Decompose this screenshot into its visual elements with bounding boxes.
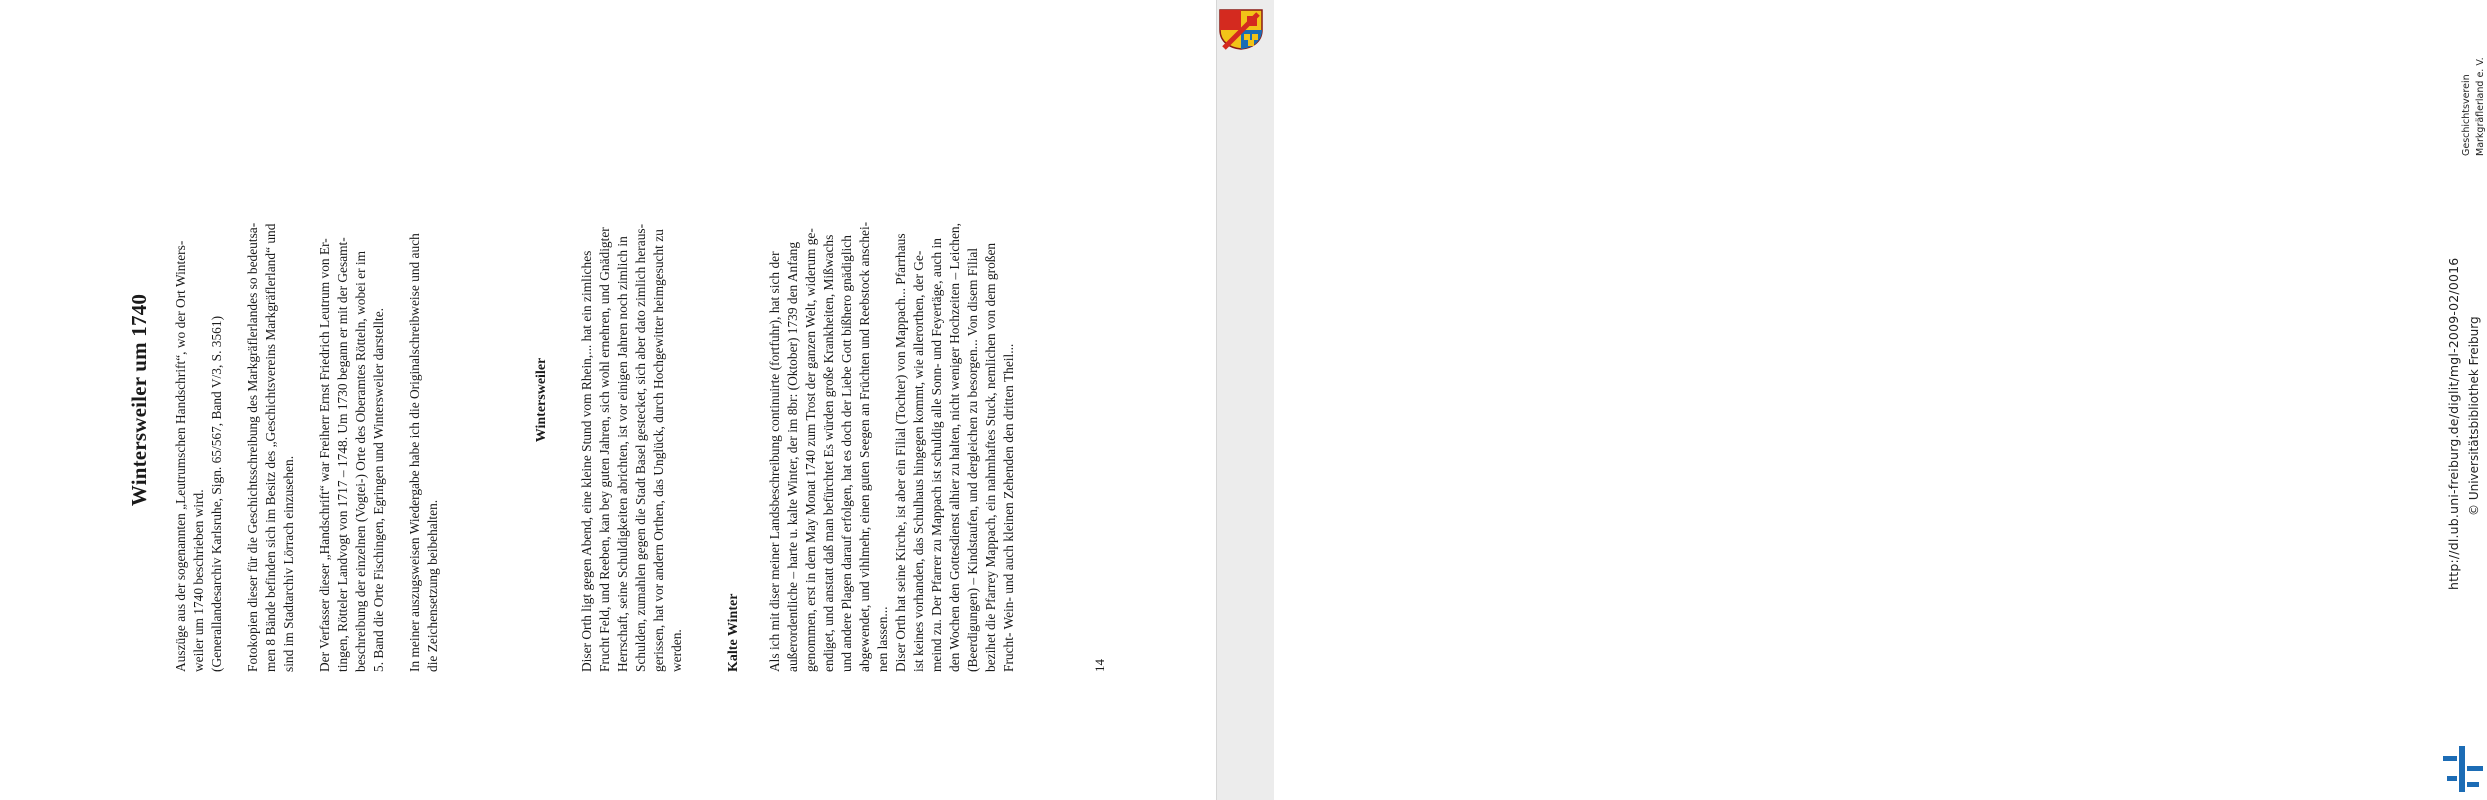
society-name-line2: Markgräflerland e. V. [2475,57,2486,156]
section-heading-wintersweiler: Wintersweiler [534,357,549,443]
intro-paragraph-3: Der Verfasser dieser „Handschrift“ war Freiherr Ernst Friedrich Leutrum von Er- tingen, Rötteler Landvogt von 1717 – 1748. Um 1730 begann er mit der Gesamt- beschreibung der einzelnen (Vogtei-) Orte des Oberamtes Rötteln, wobei er im 5. Band die Orte Fischingen, Egringen und Wintersweiler darstellte. [317,237,386,672]
page-title: Wintersweiler um 1740 [127,293,151,507]
intro-paragraph-1: Auszüge aus der sogenannten „Leutrumschen Handschrift“, wo der Ort Winters- weiler um 1740 beschrieben wird. (Generallandesarchiv Karlsruhe, Sign. 65/567, Band V/3, S. 3561) [173,240,224,672]
document-viewer[interactable] [0,0,1216,800]
intro-block [172,132,460,672]
library-sidebar [1216,0,2486,800]
copyright-text: © Universitätsbibliothek Freiburg [2467,316,2481,516]
intro-paragraph-4: In meiner auszugsweisen Wiedergabe habe ich die Originalschreibweise und auch die Zeichensetzung beibehalten. [407,233,440,672]
intro-paragraph-2: Fotokopien dieser für die Geschichtsschreibung des Markgräflerlandes so bedeutsa- men 8 Bände befinden sich im Besitz des „Geschichtsvereins Markgräflerland“ und sind im Stadtarchiv Lörrach einzusehen. [245,222,296,672]
section-wintersweiler-text [578,132,704,672]
kalte-winter-paragraph: Als ich mit diser meiner Landsbeschreibung continuirte (fortfuhr), hat sich der außerordentliche – harte u. kalte Winter, der im 8br: (Oktober) 1739 den Anfang genommen, erst in dem May Monat 1740 zum Trost der ganzen Welt, widerum ge- endiget, und anstatt daß man befürchtet Es würden große Krankheiten, Mißwachs und andere Plagen darauf erfolgen, hat es doch der Liebe Gott bißhero gnädiglich abgewendet, und vihlmehr, einen guten Seegen an Früchten und Reebstock anschei- nen lassen... Diser Orth hat seine Kirche, ist aber ein Filial (Tochter) von Mappach... Pfarrhaus ist keines vorhanden, das Schulhaus hingegen kommt, wie allerorthen, der Ge- meind zu. Der Pfarrer zu Mappach ist schuldig alle Sonn- und Feyertäge, auch in den Wochen den Gottesdienst alhier zu halten, nicht weniger Hochzeiten – Leichen, (Beerdigungen) – Kindstaufen, und dergleichen zu besorgen... Von disem Filial bezihet die Pfarrey Mappach, ein nahmhaftes Stuck, nemlichen von dem großen Frucht- Wein- und auch kleinen Zehenden den dritten Theil... [767,221,1016,672]
section-heading-kalte-winter: Kalte Winter [726,593,741,672]
page-number: 14 [1092,659,1107,672]
coat-of-arms-logo [1218,8,1264,55]
society-name-line1: Geschichtsverein [2461,74,2472,156]
document-page [0,0,1216,800]
university-library-logo [2443,746,2487,792]
document-url-link[interactable]: http://dl.ub.uni-freiburg.de/diglit/mgl-2009-02/0016 [2446,257,2461,590]
wintersweiler-paragraph: Diser Orth ligt gegen Abend, eine kleine Stund vom Rhein,... hat ein zimliches Frucht Feld, und Reeben, kan bey guten Jahren, sich wohl ernehren, und Gnädigter Herrschaft, seine Schuldigkeiten abrichten, ist vor einigen Jahren noch zimlich in Schulden, zumahlen gegen die Stadt Basel gestecket, sich aber dato zimlich heraus- gerissen, hat vor andern Orthen, das Unglück, durch Hochgewitter heimgesucht zu werden. [579,223,684,672]
section-kalte-winter-text [766,132,1036,672]
